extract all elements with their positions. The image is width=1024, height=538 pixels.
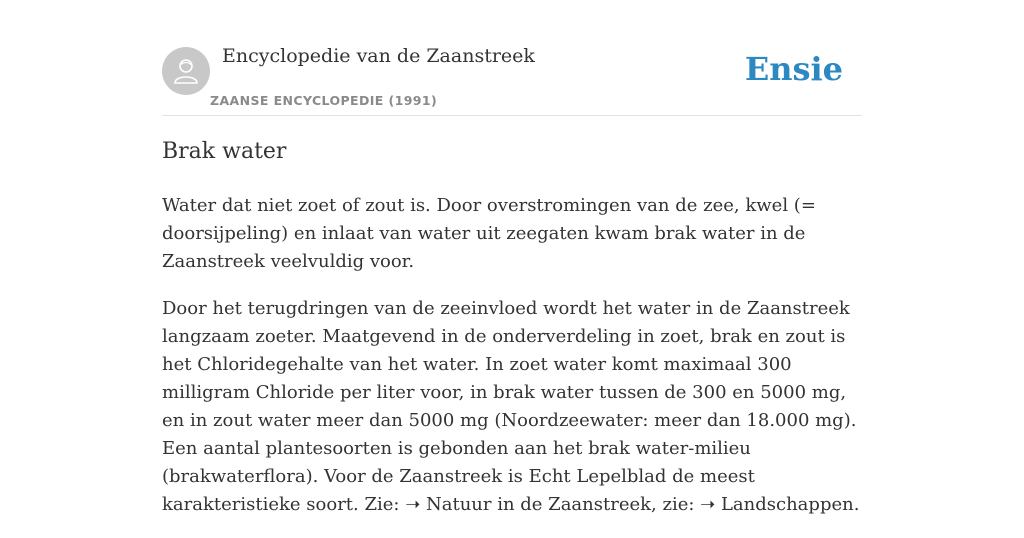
source-subtitle[interactable]: ZAANSE ENCYCLOPEDIE (1991) — [210, 93, 438, 108]
source-header — [162, 0, 862, 116]
paragraph: Water dat niet zoet of zout is. Door overstromingen van de zee, kwel (= doorsijpeling) en inlaat van water uit zeegaten kwam brak water in de Zaanstreek veelvuldig voor. — [162, 195, 816, 272]
separator-text: , zie: — [651, 494, 701, 515]
ensie-logo[interactable]: Ensie — [744, 50, 843, 88]
end-punctuation: . — [853, 494, 860, 515]
user-icon — [171, 56, 201, 86]
entry-body — [162, 192, 862, 538]
xref-link-landschappen[interactable]: ➝ Landschappen — [700, 494, 854, 515]
source-avatar[interactable] — [162, 47, 210, 95]
xref-link-natuur[interactable]: ➝ Natuur in de Zaanstreek — [405, 494, 652, 515]
paragraph-text: Door het terugdringen van de zeeinvloed wordt het water in de Zaanstreek langzaam zoeter. Maatgevend in de onderverdeling in zoet, brak en zout is het Chloridegehalte van het water. In zoet water komt maximaal 300 milligram Chloride per liter voor, in brak water tussen de 300 en 5000 mg, en in zout water meer dan 5000 mg (Noordzeewater: meer dan 18.000 mg). Een aantal plantesoorten is gebonden aan het brak water-milieu (brakwaterflora). Voor de Zaanstreek is Echt Lepelblad de meest karakteristieke soort. Zie: — [162, 298, 857, 515]
entry-title: Brak water — [162, 139, 287, 164]
page — [162, 0, 862, 515]
paragraph — [162, 295, 862, 519]
source-title[interactable]: Encyclopedie van de Zaanstreek — [222, 45, 535, 67]
